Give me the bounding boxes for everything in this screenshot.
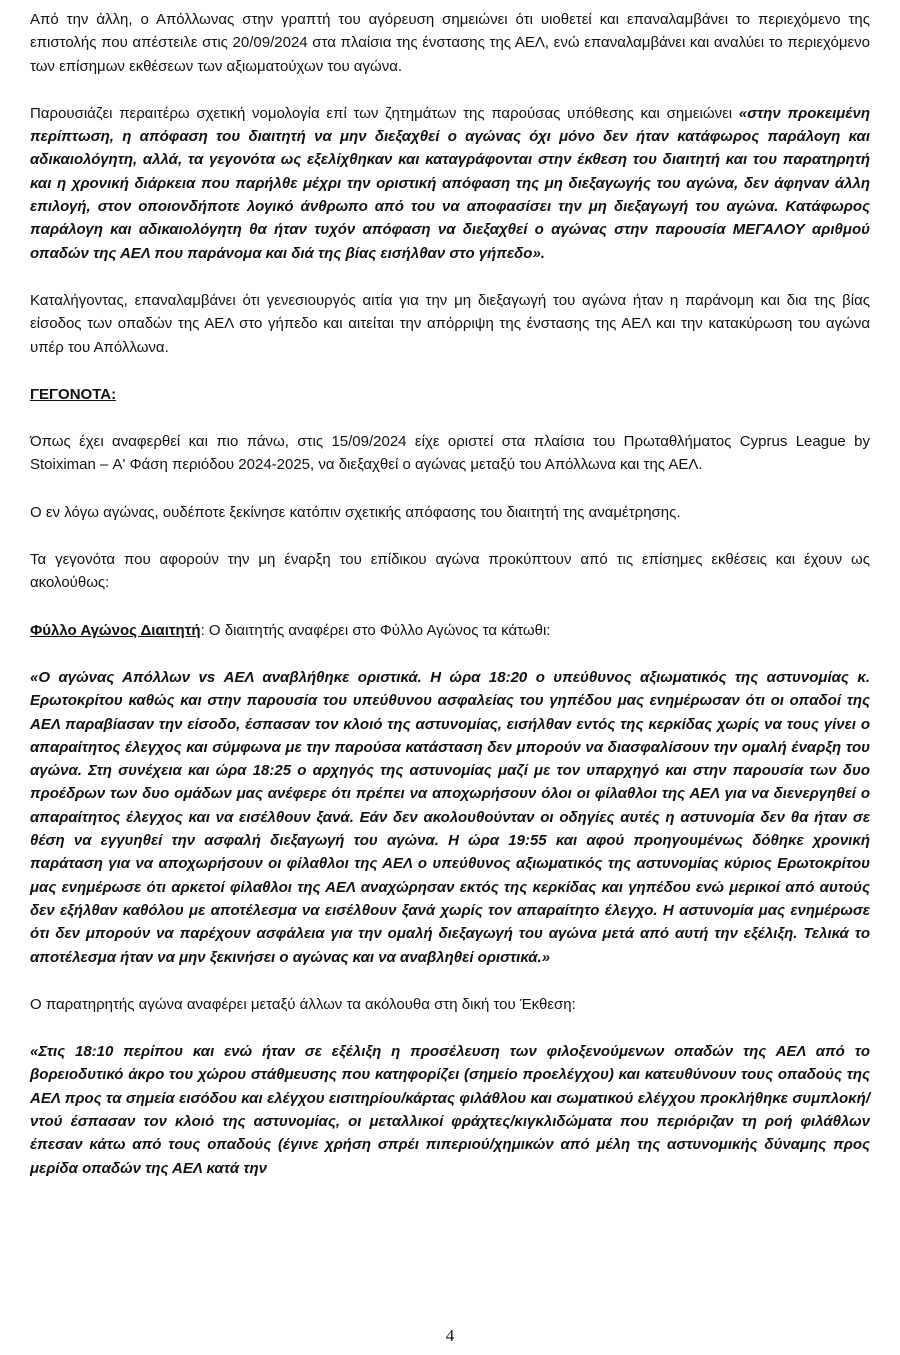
- paragraph-observer-report-intro: Ο παρατηρητής αγώνα αναφέρει μεταξύ άλλων τα ακόλουθα στη δική του Έκθεση:: [30, 995, 576, 1013]
- section-heading-facts: ΓΕΓΟΝΟΤΑ:: [30, 385, 117, 403]
- referee-report-quote: «Ο αγώνας Απόλλων vs ΑΕΛ αναβλήθηκε οριστικά. Η ώρα 18:20 ο υπεύθυνος αξιωματικός της αστυνομίας κ. Ερωτοκρίτου καθώς και στην παρουσία του υπεύθυνου ασφαλείας του γηπέδου μας ενημέρωσαν ότι οι οπαδοί της ΑΕΛ παραβίασαν την είσοδο, έσπασαν τον κλοιό της αστυνομίας, εισήλθαν εντός της κερκίδας χωρίς να τους γίνει ο απαραίτητος έλεγχος και σύμφωνα με την παρούσα κατάσταση δεν μπορούν να διασφαλίσουν την ομαλή έναρξη του αγώνα. Στη συνέχεια και ώρα 18:25 ο αρχηγός της αστυνομίας μαζί με τον υπαρχηγό και στην παρουσία των δυο προέδρων των δυο ομάδων μας ανέφερε ότι πρέπει να αποχωρήσουν όλοι οι φίλαθλοι της ΑΕΛ για να διενεργηθεί ο απαραίτητος έλεγχος και να εισέλθουν ξανά. Εάν δεν ακολουθούνταν οι οδηγίες αυτές η αστυνομία δεν θα ήταν σε θέση να εγγυηθεί την ασφαλή διεξαγωγή του αγώνα. Η ώρα 19:55 και αφού προηγουμένως δόθηκε χρονική παράταση για να αποχωρήσουν οι φίλαθλοι της ΑΕΛ ο υπεύθυνος αξιωματικός της αστυνομίας κύριος Ερωτοκρίτου μας ενημέρωσε ότι αρκετοί φίλαθλοι της ΑΕΛ αναχώρησαν εκτός της κερκίδας και γηπέδου ενώ μερικοί από αυτούς δεν εξήλθαν καθόλου με αποτέλεσμα να εισέλθουν ξανά χωρίς τον απαραίτητο έλεγχο. Η αστυνομία μας ενημέρωσε ότι δεν μπορούν να παρέχουν ασφάλεια για την ομαλή διεξαγωγή του αγώνα μετά από αυτή την εξέλιξη. Τελικά το αποτέλεσμα ήταν να μην ξεκινήσει ο αγώνας και να αναβληθεί οριστικά.»: [30, 668, 870, 966]
- paragraph-match-never-started: Ο εν λόγω αγώνας, ουδέποτε ξεκίνησε κατόπιν σχετικής απόφασης του διαιτητή της αναμέτρησης.: [30, 503, 681, 521]
- referee-sheet-text: : Ο διαιτητής αναφέρει στο Φύλλο Αγώνος τα κάτωθι:: [200, 621, 551, 639]
- page-number: 4: [445, 1326, 455, 1345]
- paragraph-referee-sheet: [30, 619, 870, 642]
- paragraph-official-reports: Τα γεγονότα που αφορούν την μη έναρξη του επίδικου αγώνα προκύπτουν από τις επίσημες εκθέσεις και έχουν ως ακολούθως:: [30, 551, 870, 592]
- observer-report-quote: «Στις 18:10 περίπου και ενώ ήταν σε εξέλιξη η προσέλευση των φιλοξενούμενων οπαδών της ΑΕΛ από το βορειοδυτικό άκρο του χώρου στάθμευσης που κατηφορίζει (σημείο προελέγχου) και κατευθύνουν τους οπαδούς της ΑΕΛ προς τα σημεία εισόδου και ελέγχου εισιτηρίου/κάρτας φιλάθλου και σωματικού ελέγχου προκλήθηκε συμπλοκή/ντού έσπασαν τον κλοιό της αστυνομίας, οι μεταλλικοί φράχτες/κιγκλιδώματα που περιόριζαν τη ροή φιλάθλων έπεσαν κάτω από τους οπαδούς (έγινε χρήση σπρέι πιπεριού/χημικών από μέλη της αστυνομικής δύναμης προς μερίδα οπαδών της ΑΕΛ κατά την: [30, 1043, 870, 1177]
- paragraph-match-scheduled: Όπως έχει αναφερθεί και πιο πάνω, στις 15/09/2024 είχε οριστεί στα πλαίσια του Πρωταθλήματος Cyprus League by Stoiximan – Α' Φάση περιόδου 2024-2025, να διεξαχθεί ο αγώνας μεταξύ του Απόλλωνα και της ΑΕΛ.: [30, 433, 870, 474]
- case-law-quote: «στην προκειμένη περίπτωση, η απόφαση του διαιτητή να μην διεξαχθεί ο αγώνας όχι μόνο δεν ήταν κατάφωρος παράλογη και αδικαιολόγητη, αλλά, τα γεγονότα ως εξελίχθηκαν και καταγράφονται στην έκθεση του διαιτητή και του παρατηρητή και η χρονική διάρκεια που παρήλθε μέχρι την οριστική απόφαση της μη διεξαγωγής του αγώνα, δεν άφηναν άλλη επιλογή, στον οποιονδήποτε λογικό άνθρωπο από του να αποφασίσει την μη διεξαγωγή του αγώνα. Κατάφωρος παράλογη και αδικαιολόγητη θα ήταν τυχόν απόφαση να διεξαχθεί ο αγώνας στην παρουσία ΜΕΓΑΛΟΥ αριθμού οπαδών της ΑΕΛ που παράνομα και διά της βίας εισήλθαν στο γήπεδο».: [30, 104, 870, 262]
- case-law-intro: Παρουσιάζει περαιτέρω σχετική νομολογία επί των ζητημάτων της παρούσας υπόθεσης και σημειώνει: [30, 104, 733, 122]
- paragraph-apollon-written-submission: Από την άλλη, ο Απόλλωνας στην γραπτή του αγόρευση σημειώνει ότι υιοθετεί και επαναλαμβάνει το περιεχόμενο της επιστολής που απέστειλε στις 20/09/2024 στα πλαίσια της ένστασης της ΑΕΛ, ενώ επαναλαμβάνει και αναλύει το περιεχόμενο των επίσημων εκθέσεων των αξιωματούχων του αγώνα.: [30, 11, 870, 75]
- paragraph-conclusion: Καταλήγοντας, επαναλαμβάνει ότι γενεσιουργός αιτία για την μη διεξαγωγή του αγώνα ήταν η παράνομη και δια της βίας είσοδος των οπαδών της ΑΕΛ στο γήπεδο και αιτείται την απόρριψη της ένστασης της ΑΕΛ και την κατακύρωση του αγώνα υπέρ του Απόλλωνα.: [30, 291, 870, 356]
- paragraph-case-law: [30, 102, 870, 265]
- referee-sheet-label: Φύλλο Αγώνος Διαιτητή: [30, 621, 201, 639]
